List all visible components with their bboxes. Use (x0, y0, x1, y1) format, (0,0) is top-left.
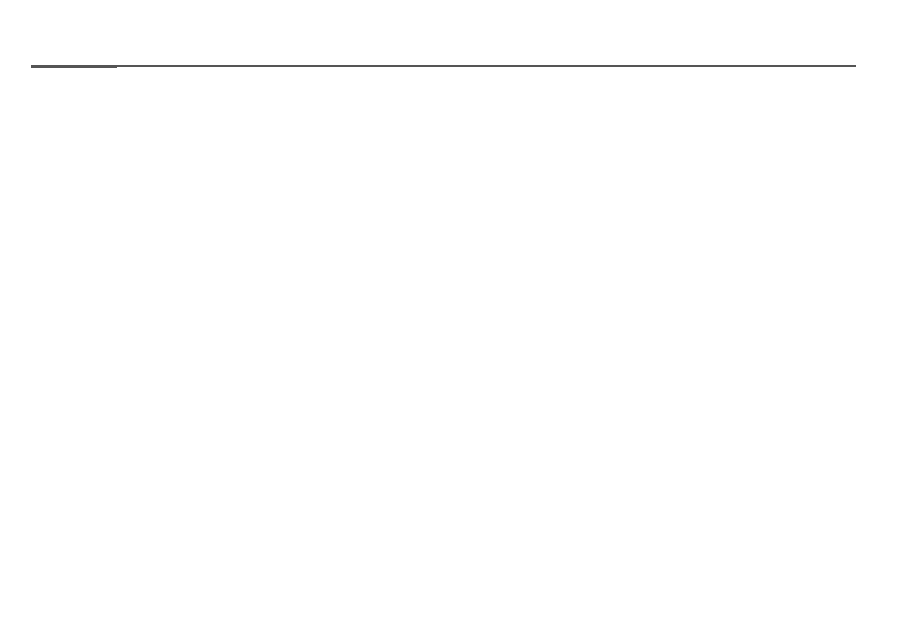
section-2 (32, 65, 856, 67)
section-title-row (32, 65, 856, 66)
data-table (31, 65, 856, 68)
total-row (32, 66, 856, 67)
section-title (32, 65, 856, 66)
total-label (32, 66, 117, 67)
